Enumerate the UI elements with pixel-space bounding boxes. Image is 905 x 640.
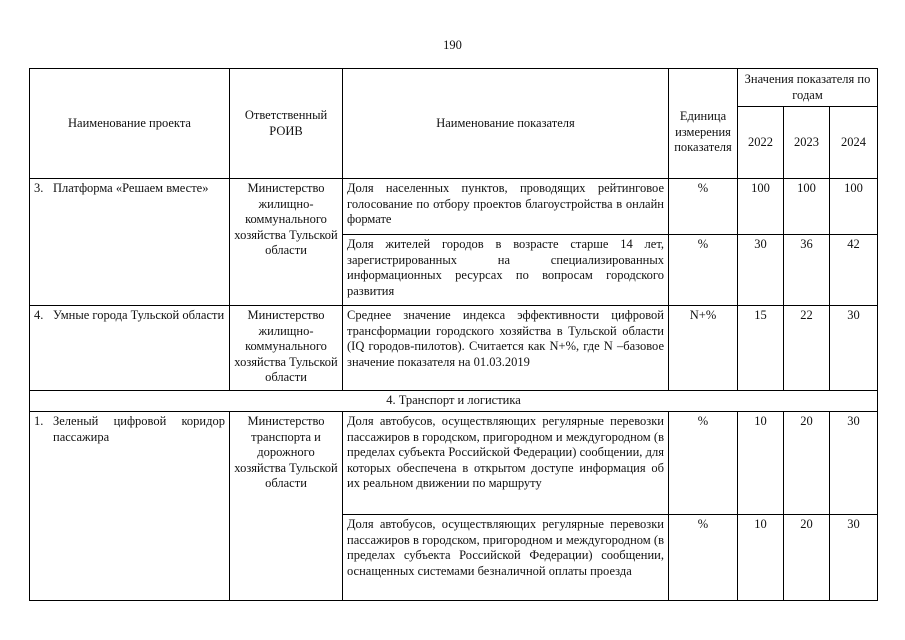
indicator-unit: % — [669, 235, 738, 306]
value-2024: 100 — [830, 179, 878, 235]
value-2024: 42 — [830, 235, 878, 306]
project-name: Платформа «Решаем вместе» — [53, 181, 209, 195]
project-number: 3. — [34, 181, 44, 195]
project-number: 4. — [34, 308, 44, 322]
value-2023: 22 — [784, 306, 830, 391]
indicator-unit: % — [669, 515, 738, 601]
value-2024: 30 — [830, 412, 878, 515]
value-2023: 100 — [784, 179, 830, 235]
header-row — [30, 69, 878, 107]
section-row — [30, 391, 878, 412]
indicator-name: Среднее значение индекса эффективности цифровой трансформации городского хозяйства в Тульской области (IQ городов-пилотов). Считается как N+%, где N –базовое значение показателя на 01.03.2019 — [343, 306, 669, 391]
indicator-name: Доля жителей городов в возрасте старше 14 лет, зарегистрированных на специализированных информационных ресурсах по вопросам городского развития — [343, 235, 669, 306]
responsible-cell: Министерство жилищно-коммунального хозяйства Тульской области — [230, 179, 343, 306]
project-cell — [30, 306, 230, 391]
table-row — [30, 412, 878, 515]
value-2024: 30 — [830, 306, 878, 391]
value-2024: 30 — [830, 515, 878, 601]
header-unit: Единица измерения показателя — [669, 69, 738, 179]
value-2023: 36 — [784, 235, 830, 306]
indicator-unit: % — [669, 179, 738, 235]
table-row — [30, 179, 878, 235]
responsible-cell: Министерство транспорта и дорожного хозяйства Тульской области — [230, 412, 343, 601]
page-number: 190 — [443, 38, 462, 52]
value-2023: 20 — [784, 515, 830, 601]
table-row — [30, 306, 878, 391]
indicator-unit: % — [669, 412, 738, 515]
value-2022: 10 — [738, 412, 784, 515]
project-cell — [30, 179, 230, 306]
project-name: Зеленый цифровой коридор пассажира — [53, 414, 225, 444]
indicator-name: Доля населенных пунктов, проводящих рейтинговое голосование по отбору проектов благоустройства в онлайн формате — [343, 179, 669, 235]
indicator-name: Доля автобусов, осуществляющих регулярные перевозки пассажиров в городском, пригородном и междугородном (в пределах субъекта Российской Федерации) сообщении, оснащенных системами безналичной оплаты проезда — [343, 515, 669, 601]
header-values-by-year: Значения показателя по годам — [738, 69, 878, 107]
indicator-name: Доля автобусов, осуществляющих регулярные перевозки пассажиров в городском, пригородном и междугородном (в пределах субъекта Российской Федерации) сообщении, для которых обеспечена в открытом доступе информация об их реальном движении по маршруту — [343, 412, 669, 515]
indicators-table — [29, 68, 878, 601]
header-project-name: Наименование проекта — [30, 69, 230, 179]
project-cell — [30, 412, 230, 601]
header-year-2023: 2023 — [784, 107, 830, 179]
header-year-2024: 2024 — [830, 107, 878, 179]
header-responsible: Ответственный РОИВ — [230, 69, 343, 179]
value-2022: 10 — [738, 515, 784, 601]
responsible-cell: Министерство жилищно-коммунального хозяйства Тульской области — [230, 306, 343, 391]
project-number: 1. — [34, 414, 44, 428]
header-indicator-name: Наименование показателя — [343, 69, 669, 179]
header-year-2022: 2022 — [738, 107, 784, 179]
value-2023: 20 — [784, 412, 830, 515]
value-2022: 15 — [738, 306, 784, 391]
value-2022: 30 — [738, 235, 784, 306]
indicator-unit: N+% — [669, 306, 738, 391]
project-name: Умные города Тульской области — [53, 308, 225, 322]
value-2022: 100 — [738, 179, 784, 235]
section-title: 4. Транспорт и логистика — [30, 391, 878, 412]
